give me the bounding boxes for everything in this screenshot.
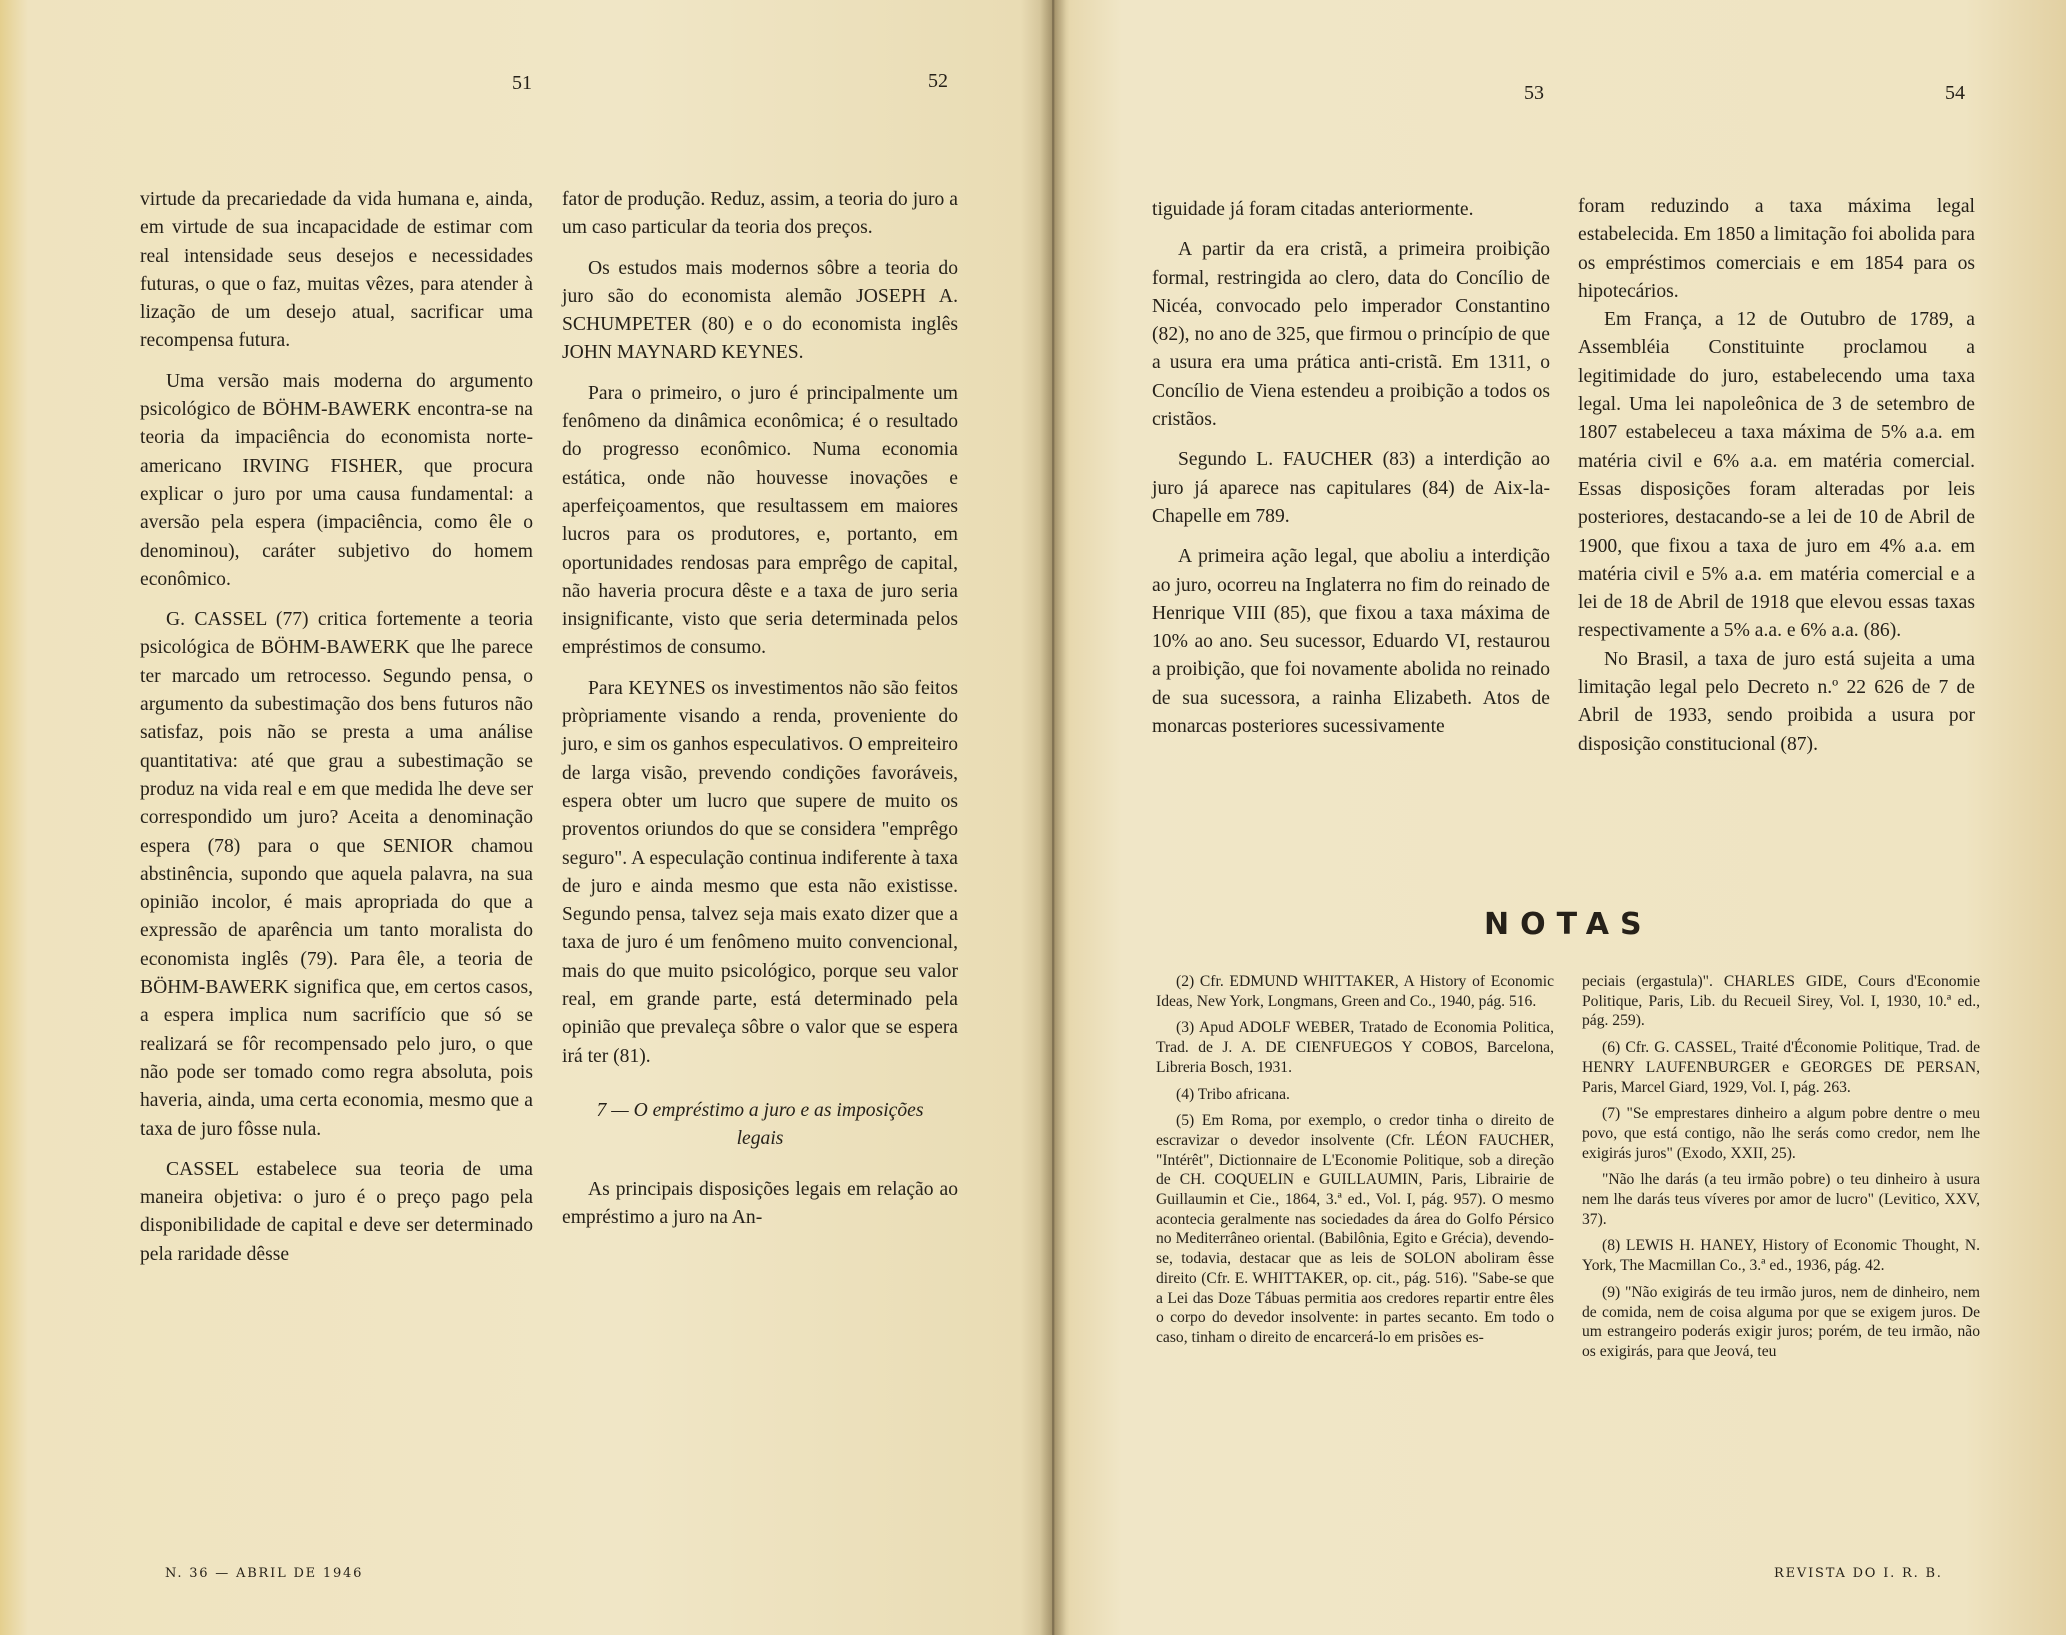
footnote: (3) Apud ADOLF WEBER, Tratado de Economia Politica, Trad. de J. A. DE CIENFUEGOS Y COBOS, Barcelona, Libreria Bosch, 1931. bbox=[1156, 1019, 1554, 1076]
paragraph: A partir da era cristã, a primeira proibição formal, restringida ao clero, data do Concílio de Nicéa, convocado pelo imperador Constantino (82), no ano de 325, que firmou o princípio de que a usura era uma prática anti-cristã. Em 1311, o Concílio de Viena estendeu a proibição a todos os cristãos. bbox=[1152, 239, 1550, 431]
notes-heading: NOTAS bbox=[1484, 907, 1653, 942]
paragraph: Para KEYNES os investimentos não são feitos pròpriamente visando a renda, proveniente do juro, e sim os ganhos especulativos. O empreiteiro de larga visão, prevendo condições favoráveis, espera obter um lucro que supere de muito os proventos oriundos do que se considera "emprêgo seguro". A especulação continua indiferente à taxa de juro e ainda mesmo que esta não existisse. Segundo pensa, talvez seja mais exato dizer que a taxa de juro é um fenômeno muito convencional, mais do que muito psicológico, porque seu valor real, em grande parte, está determinado pela opinião que prevaleça sôbre o valor que se espera irá ter (81). bbox=[562, 677, 958, 1067]
notes-left-column bbox=[1156, 972, 1554, 1355]
paragraph: As principais disposições legais em relação ao empréstimo a juro na An- bbox=[562, 1178, 958, 1228]
footnote: (7) "Se emprestares dinheiro a algum pobre dentre o meu povo, que está contigo, não lhe serás como credor, nem lhe exigirás juros" (Exodo, XXII, 25). bbox=[1582, 1105, 1980, 1162]
notes-right-column bbox=[1582, 972, 1980, 1369]
paragraph: Os estudos mais modernos sôbre a teoria do juro são do economista alemão JOSEPH A. SCHUMPETER (80) e o do economista inglês JOHN MAYNARD KEYNES. bbox=[562, 257, 958, 364]
paragraph: A primeira ação legal, que aboliu a interdição ao juro, ocorreu na Inglaterra no fim do reinado de Henrique VIII (85), que fixou a taxa máxima de 10% ao ano. Seu sucessor, Eduardo VI, restaurou a proibição, que foi novamente abolida no reinado de sua sucessora, a rainha Elizabeth. Atos de monarcas posteriores sucessivamente bbox=[1152, 546, 1550, 738]
footnote: (4) Tribo africana. bbox=[1176, 1085, 1290, 1103]
footnote: peciais (ergastula)". CHARLES GIDE, Cours d'Economie Politique, Paris, Lib. du Recueil Sirey, Vol. I, 1930, 10.ª ed., pág. 259). bbox=[1582, 973, 1980, 1030]
paragraph: CASSEL estabelece sua teoria de uma maneira objetiva: o juro é o preço pago pela disponibilidade de capital e deve ser determinado pela raridade dêsse bbox=[140, 1158, 533, 1265]
footnote: (9) "Não exigirás de teu irmão juros, nem de dinheiro, nem de comida, nem de coisa alguma por que se exigem juros. De um estrangeiro poderás exigir juros; porém, de teu irmão, não os exigirás, para que Jeová, teu bbox=[1582, 1283, 1980, 1360]
page-number-52: 52 bbox=[928, 70, 948, 92]
footer-left: N. 36 — ABRIL DE 1946 bbox=[165, 1566, 364, 1581]
page-number-54: 54 bbox=[1945, 82, 1965, 104]
page51-column bbox=[140, 186, 533, 1269]
paragraph: Segundo L. FAUCHER (83) a interdição ao juro já aparece nas capitulares (84) de Aix-la-Chapelle em 789. bbox=[1152, 449, 1550, 527]
paragraph: G. CASSEL (77) critica fortemente a teoria psicológica de BÖHM-BAWERK que lhe parece ter marcado um retrocesso. Segundo pensa, o argumento da subestimação dos bens futuros não satisfaz, pois não se presta a uma análise quantitativa: até que grau a subestimação se produz na vida real e em que medida lhe deve ser correspondido um juro? Aceita a denominação espera (78) para o que SENIOR chamou abstinência, supondo que aquela palavra, na sua opinião incolor, é mais apropriada do que a expressão de aparência um tanto moralista do economista inglês (79). Para êle, a teoria de BÖHM-BAWERK significa que, em certos casos, a espera implica num sacrifício que só se realizará se fôr recompensado pelo juro, o que não pode ser tomado como regra absoluta, pois haveria, ainda, uma certa economia, mesmo que a taxa de juro fôsse nula. bbox=[140, 609, 533, 1140]
paragraph: fator de produção. Reduz, assim, a teoria do juro a um caso particular da teoria dos preços. bbox=[562, 189, 958, 239]
paragraph: tiguidade já foram citadas anteriormente. bbox=[1152, 199, 1474, 220]
footnote: (8) LEWIS H. HANEY, History of Economic Thought, N. York, The Macmillan Co., 3.ª ed., 1936, pág. 42. bbox=[1582, 1237, 1980, 1275]
footnote: (6) Cfr. G. CASSEL, Traité d'Économie Politique, Trad. de HENRY LAUFENBURGER e GEORGES DE PERSAN, Paris, Marcel Giard, 1929, Vol. I, pág. 263. bbox=[1582, 1039, 1980, 1096]
paragraph: Para o primeiro, o juro é principalmente um fenômeno da dinâmica econômica; é o resultado do progresso econômico. Numa economia estática, onde não houvesse inovações e aperfeiçoamentos, que resultassem em maiores lucros para os produtores, e, portanto, em oportunidades rendosas para emprêgo de capital, não haveria procura dêste e a taxa de juro seria insignificante, visto que seria determinada pelos empréstimos de consumo. bbox=[562, 382, 958, 659]
page53-column bbox=[1152, 196, 1550, 741]
footnote: (2) Cfr. EDMUND WHITTAKER, A History of Economic Ideas, New York, Longmans, Green and Co., 1940, pág. 516. bbox=[1156, 973, 1554, 1010]
page52-column bbox=[562, 186, 958, 1232]
section-title: 7 — O empréstimo a juro e as imposições legais bbox=[596, 1099, 924, 1150]
page-number-51: 51 bbox=[512, 72, 532, 94]
paragraph: foram reduzindo a taxa máxima legal estabelecida. Em 1850 a limitação foi abolida para os empréstimos comerciais e em 1854 para os hipotecários. bbox=[1578, 196, 1975, 302]
footer-right: REVISTA DO I. R. B. bbox=[1774, 1566, 1943, 1581]
footnote: "Não lhe darás (a teu irmão pobre) o teu dinheiro à usura nem lhe darás teus víveres por amor de lucro" (Levitico, XXV, 37). bbox=[1582, 1171, 1980, 1228]
footnote: (5) Em Roma, por exemplo, o credor tinha o direito de escravizar o devedor insolvente (Cfr. LÉON FAUCHER, "Intérêt", Dictionnaire de L'Economie Politique, sob a direção de CH. COQUELIN e GUILLAUMIN, Paris, Librairie de Guillaumin et Cie., 1864, 3.ª ed., Vol. I, pág. 957). O mesmo acontecia geralmente nas sociedades da área do Golfo Pérsico no Mediterrâneo oriental. (Babilônia, Egito e Grécia), devendo-se, todavia, destacar que as leis de SOLON aboliram êsse direito (Cfr. E. WHITTAKER, op. cit., pág. 516). "Sabe-se que a Lei das Doze Tábuas permitia aos credores repartir entre êles o corpo do devedor insolvente: in partes secanto. Em todo o caso, tinham o direito de encarcerá-lo em prisões es- bbox=[1156, 1112, 1554, 1346]
paragraph: Em França, a 12 de Outubro de 1789, a Assembléia Constituinte proclamou a legitimidade do juro, estabelecendo uma taxa legal. Uma lei napoleônica de 3 de setembro de 1807 estabeleceu a taxa máxima de 5% a.a. em matéria civil e 6% a.a. em matéria comercial. Essas disposições foram alteradas por leis posteriores, destacando-se a lei de 10 de Abril de 1900, que fixou a taxa de juro em 4% a.a. em matéria civil e 5% a.a. em matéria comercial e a lei de 18 de Abril de 1918 que elevou essas taxas respectivamente a 5% a.a. e 6% a.a. (86). bbox=[1578, 309, 1975, 642]
paragraph: No Brasil, a taxa de juro está sujeita a uma limitação legal pelo Decreto n.º 22 626 de 7 de Abril de 1933, sendo proibida a usura por disposição constitucional (87). bbox=[1578, 648, 1975, 755]
page-number-53: 53 bbox=[1524, 82, 1544, 104]
book-gutter bbox=[1040, 0, 1066, 1635]
paragraph: Uma versão mais moderna do argumento psicológico de BÖHM-BAWERK encontra-se na teoria da impaciência do economista norte-americano IRVING FISHER, que procura explicar o juro por uma causa fundamental: a aversão pela espera (impaciência, como êle o denominou), caráter subjetivo do homem econômico. bbox=[140, 370, 533, 590]
page54-column bbox=[1578, 193, 1975, 759]
paragraph: virtude da precariedade da vida humana e, ainda, em virtude de sua incapacidade de estimar com real intensidade seus desejos e necessidades futuras, o que o faz, muitas vêzes, para atender à lização de um desejo atual, sacrificar uma recompensa futura. bbox=[140, 189, 533, 352]
